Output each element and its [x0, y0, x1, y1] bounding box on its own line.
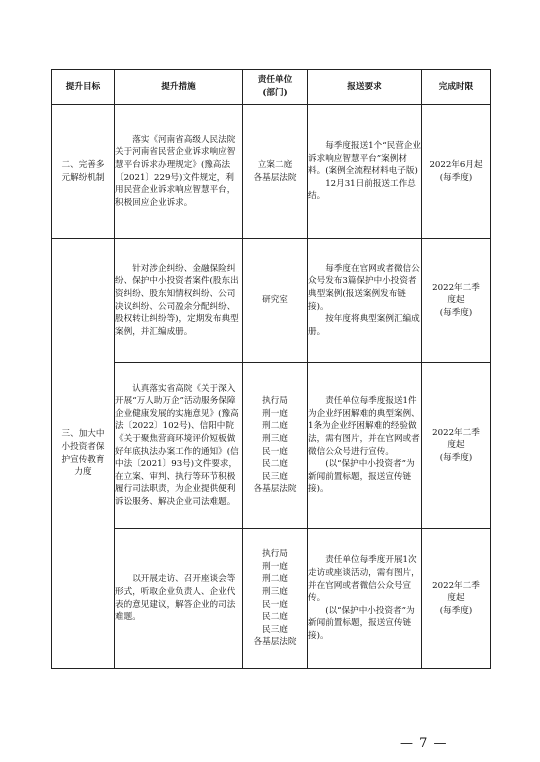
header-unit-line2: (部门) [262, 88, 288, 98]
goal-cell [52, 239, 115, 669]
measures-table [51, 69, 491, 669]
goal-cell [52, 105, 115, 239]
requirement-cell [308, 363, 422, 529]
requirement-text: 每季度报送1个“民营企业诉求响应智慧平台”案例材料。(案例全流程材料电子版) [308, 141, 421, 177]
deadline-cell [422, 363, 491, 529]
requirement-cell [308, 529, 422, 669]
deadline-text: (每季度) [439, 172, 473, 183]
goal-text: 小投资者保 [61, 441, 105, 452]
unit-text: 民三庭 [262, 471, 288, 482]
requirement-text: 每季度在官网或者微信公众号发布3篇保护中小投资者典型案例(报送案例发布链接)。 [308, 263, 420, 312]
unit-text: 立案二庭 [257, 159, 293, 170]
unit-cell [243, 529, 308, 669]
unit-text: 各基层法院 [253, 484, 297, 495]
measure-cell [115, 363, 243, 529]
unit-text: 民二庭 [262, 459, 288, 470]
unit-text: 刑二庭 [262, 421, 288, 432]
measure-text: 认真落实省高院《关于深入开展“万人助万企”活动服务保障企业健康发展的实施意见》(豫高法〔2022〕102号)、信阳中院《关于聚焦营商环境评价短板做好年底执法办案工作的通知》(信中法〔2021〕93号)文件要求，在立案、审判、执行等环节积极履行司法职责，为企业提供便利诉讼服务、解决企业司法难题。 [115, 383, 239, 507]
deadline-cell [422, 105, 491, 239]
measure-cell [115, 105, 243, 239]
measure-cell [115, 239, 243, 363]
measure-text: 落实《河南省高级人民法院关于河南省民营企业诉求响应智慧平台诉求办理规定》(豫高法〔2021〕229号)文件规定，利用民营企业诉求响应智慧平台，积极回应企业诉求。 [115, 134, 236, 208]
unit-text: 执行局 [262, 549, 288, 560]
goal-text: 二、完善多 [61, 159, 105, 170]
table-header-row [52, 70, 491, 105]
deadline-text: 2022年6月起 [429, 159, 483, 170]
header-deadline: 完成时限 [422, 70, 491, 105]
deadline-text: 度起 [447, 440, 465, 451]
goal-text: 护宣传教育 [61, 454, 105, 465]
requirement-text: 按年度将典型案例汇编成册。 [308, 314, 420, 337]
deadline-text: 2022年二季 [432, 427, 480, 438]
requirement-cell [308, 105, 422, 239]
measure-cell [115, 529, 243, 669]
measure-text: 针对涉企纠纷、金融保险纠纷、保护中小投资者案件(股东出资纠纷、股东知情权纠纷、公司决议纠纷、公司盈余分配纠纷、股权转让纠纷等)，定期发布典型案例，并汇编成册。 [115, 263, 239, 337]
deadline-text: 2022年二季 [432, 282, 480, 293]
unit-text: 民一庭 [262, 446, 288, 457]
deadline-text: (每季度) [439, 452, 473, 463]
header-requirement: 报送要求 [308, 70, 422, 105]
requirement-text: (以“保护中小投资者”为新闻前置标题，报送宣传链接)。 [308, 459, 415, 495]
goal-text: 三、加大中 [61, 429, 105, 440]
requirement-text: 责任单位每季度报送1件为企业纾困解难的典型案例、1条为企业纾困解难的经验做法，需有图片，并在官网或者微信公众号进行宣传。 [308, 396, 420, 457]
requirement-cell [308, 239, 422, 363]
header-unit [243, 70, 308, 105]
unit-text: 各基层法院 [253, 172, 297, 183]
measure-text: 以开展走访、召开座谈会等形式，听取企业负责人、企业代表的意见建议，解答企业的司法难题。 [115, 574, 236, 623]
unit-text: 民一庭 [262, 599, 288, 610]
unit-text: 民三庭 [262, 624, 288, 635]
deadline-text: 度起 [447, 295, 465, 306]
unit-cell [243, 105, 308, 239]
goal-text: 元解纷机制 [61, 172, 105, 183]
unit-text: 刑一庭 [262, 561, 288, 572]
unit-text: 刑三庭 [262, 586, 288, 597]
requirement-text: 责任单位每季度开展1次走访或座谈活动，需有图片，并在官网或者微信公众号宣传。 [308, 555, 420, 604]
table-row [52, 105, 491, 239]
requirement-text: (以“保护中小投资者”为新闻前置标题，报送宣传链接)。 [308, 605, 415, 641]
deadline-text: (每季度) [439, 605, 473, 616]
header-measure: 提升措施 [115, 70, 243, 105]
unit-text: 研究室 [262, 295, 288, 306]
header-goal: 提升目标 [52, 70, 115, 105]
header-unit-line1: 责任单位 [257, 75, 293, 86]
table-row [52, 239, 491, 363]
unit-cell [243, 363, 308, 529]
unit-text: 民二庭 [262, 612, 288, 623]
unit-text: 执行局 [262, 396, 288, 407]
unit-text: 刑三庭 [262, 433, 288, 444]
deadline-cell [422, 529, 491, 669]
unit-text: 刑一庭 [262, 408, 288, 419]
deadline-text: 2022年二季 [432, 580, 480, 591]
unit-cell [243, 239, 308, 363]
deadline-text: 度起 [447, 593, 465, 604]
deadline-cell [422, 239, 491, 363]
requirement-text: 12月31日前报送工作总结。 [308, 178, 416, 202]
table-row [52, 363, 491, 529]
unit-text: 各基层法院 [253, 637, 297, 648]
unit-text: 刑二庭 [262, 574, 288, 585]
goal-text: 力度 [74, 467, 92, 478]
table-row [52, 529, 491, 669]
page-number: — 7 — [400, 736, 448, 751]
deadline-text: (每季度) [439, 307, 473, 318]
